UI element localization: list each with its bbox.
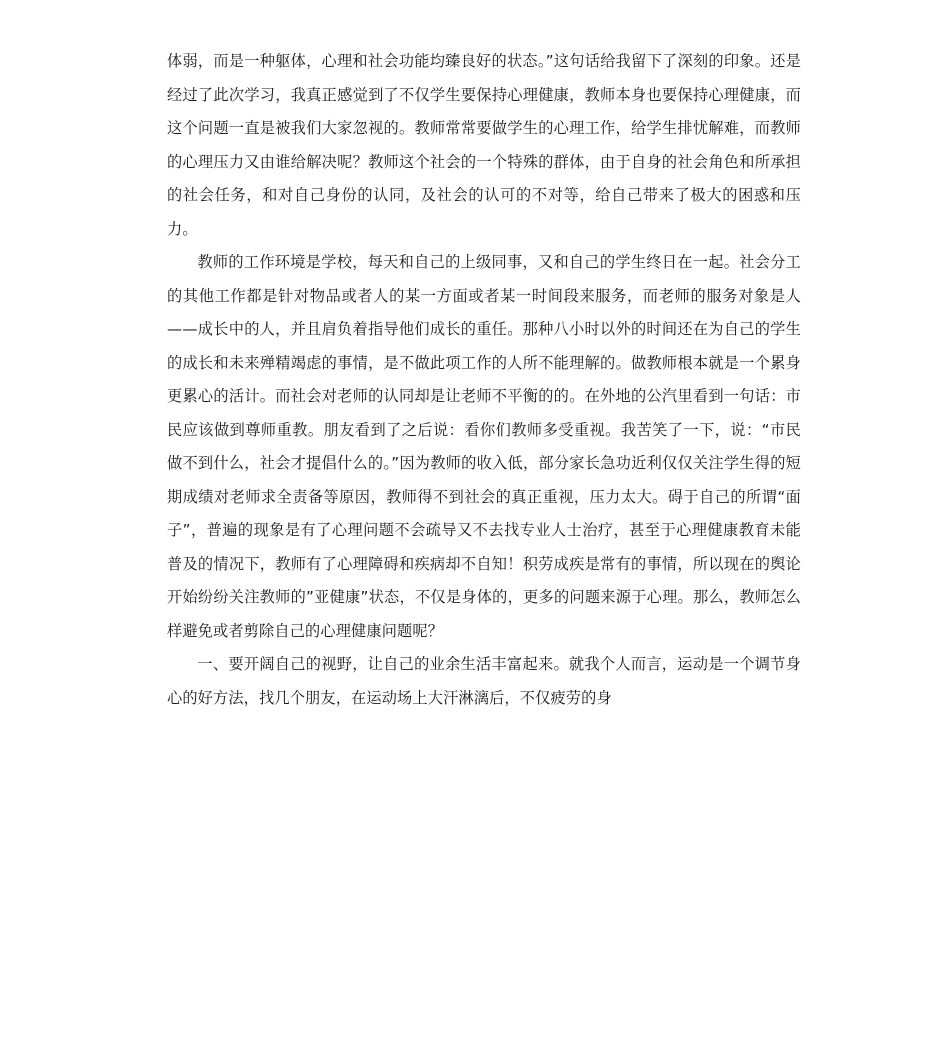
paragraph-point-one: 一、要开阔自己的视野，让自己的业余生活丰富起来。就我个人而言，运动是一个调节身心的好方法，找几个朋友，在运动场上大汗淋漓后，不仅疲劳的身: [167, 655, 801, 707]
paragraph-continued: 体弱，而是一种躯体，心理和社会功能均臻良好的状态。”这句话给我留下了深刻的印象。还是经过了此次学习，我真正感觉到了不仅学生要保持心理健康，教师本身也要保持心理健康，而这个问题一直是被我们大家忽视的。教师常常要做学生的心理工作，给学生排忧解难，而教师的心理压力又由谁给解决呢？教师这个社会的一个特殊的群体，由于自身的社会角色和所承担的社会任务，和对自己身份的认同，及社会的认可的不对等，给自己带来了极大的困惑和压力。: [167, 52, 801, 238]
paragraph-teacher-environment: 教师的工作环境是学校，每天和自己的上级同事，又和自己的学生终日在一起。社会分工的其他工作都是针对物品或者人的某一方面或者某一时间段来服务，而老师的服务对象是人——成长中的人，并且肩负着指导他们成长的重任。那种八小时以外的时间还在为自己的学生的成长和未来殚精竭虑的事情，是不做此项工作的人所不能理解的。做教师根本就是一个累身更累心的活计。而社会对老师的认同却是让老师不平衡的的。在外地的公汽里看到一句话：市民应该做到尊师重教。朋友看到了之后说：看你们教师多受重视。我苦笑了一下，说：“市民做不到什么，社会才提倡什么的。”因为教师的收入低，部分家长急功近利仅仅关注学生得的短期成绩对老师求全责备等原因，教师得不到社会的真正重视，压力太大。碍于自己的所谓“面子”，普遍的现象是有了心理问题不会疏导又不去找专业人士治疗，甚至于心理健康教育未能普及的情况下，教师有了心理障碍和疾病却不自知！积劳成疾是常有的事情，所以现在的舆论开始纷纷关注教师的”亚健康”状态，不仅是身体的，更多的问题来源于心理。那么，教师怎么样避免或者剪除自己的心理健康问题呢？: [167, 253, 801, 640]
document-body: [167, 45, 801, 715]
